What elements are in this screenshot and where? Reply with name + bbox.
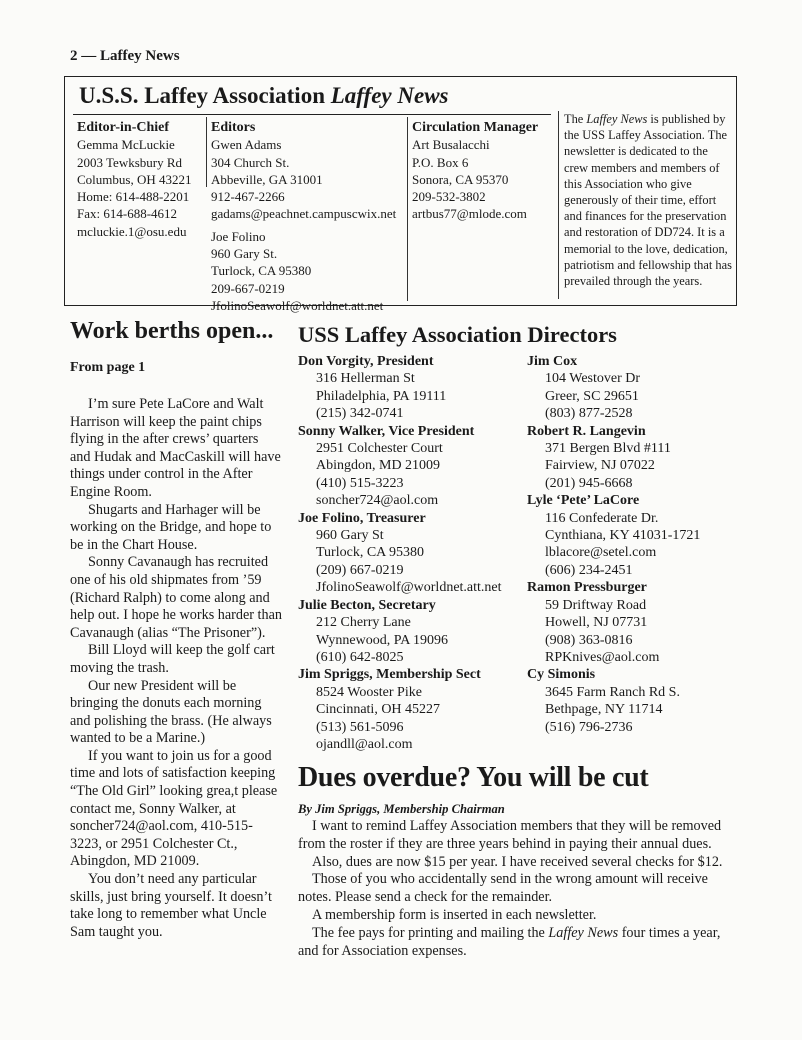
editor-line: 209-667-0219	[211, 280, 285, 296]
circulation-line: artbus77@mlode.com	[412, 206, 527, 222]
circulation-heading: Circulation Manager	[412, 120, 539, 135]
director-detail: (410) 515-3223	[316, 475, 404, 491]
director-detail: (803) 877-2528	[545, 406, 633, 422]
director-detail: 371 Bergen Blvd #111	[545, 441, 671, 457]
director-name: Joe Folino, Treasurer	[298, 510, 426, 526]
director-detail: Abingdon, MD 21009	[316, 458, 441, 474]
circulation-line: Sonora, CA 95370	[412, 171, 509, 187]
masthead-title-main: U.S.S. Laffey Association	[79, 83, 331, 108]
masthead-title-italic: Laffey News	[330, 83, 449, 108]
director-detail: 104 Westover Dr	[545, 371, 641, 387]
director-detail: (513) 561-5096	[316, 719, 404, 735]
director-entry	[298, 353, 518, 423]
director-name: Jim Cox	[527, 354, 578, 369]
text-run: The fee pays for printing and mailing the	[312, 924, 549, 941]
director-detail: 960 Gary St	[316, 528, 384, 544]
byline: By Jim Spriggs, Membership Chairman	[298, 802, 505, 816]
circulation-line: P.O. Box 6	[412, 154, 469, 170]
paragraph: I want to remind Laffey Association members that they will be removed from the roster if they are three years behind in paying their annual dues.	[298, 818, 722, 852]
dues-headline: Dues overdue? You will be cut	[298, 762, 649, 793]
directors-headline: USS Laffey Association Directors	[298, 322, 617, 347]
paragraph: You don’t need any particular skills, just bring yourself. It doesn’t take long to remember what Uncle Sam taught you.	[70, 871, 272, 940]
eic-line: Fax: 614-688-4612	[77, 206, 178, 222]
text-run-italic: Laffey News	[548, 924, 619, 941]
eic-line: Gemma McLuckie	[77, 137, 175, 153]
editor-line: Joe Folino	[211, 228, 266, 244]
director-name: Lyle ‘Pete’ LaCore	[527, 493, 640, 509]
text-run: four times a year, and for Association expenses.	[298, 924, 721, 959]
director-name: Jim Spriggs, Membership Sect	[298, 667, 481, 683]
director-entry	[527, 492, 727, 579]
director-entry	[527, 666, 727, 736]
director-detail: 8524 Wooster Pike	[316, 684, 422, 700]
circulation-line: 209-532-3802	[412, 189, 486, 205]
director-detail: soncher724@aol.com	[316, 493, 439, 509]
director-detail: lblacore@setel.com	[545, 545, 657, 561]
director-detail: 116 Confederate Dr.	[545, 510, 659, 526]
director-name: Sonny Walker, Vice President	[298, 423, 475, 439]
paragraph: I’m sure Pete LaCore and Walt Harrison will keep the paint chips flying in the after crews’ quarters and Hudak and MacCaskill will have things under control in the After Engine Room.	[70, 396, 281, 500]
editor-line: 912-467-2266	[211, 189, 285, 205]
editors-block	[211, 119, 406, 314]
director-detail: RPKnives@aol.com	[545, 649, 660, 665]
director-detail: Greer, SC 29651	[545, 388, 639, 404]
director-detail: Cincinnati, OH 45227	[316, 702, 441, 718]
director-detail: (215) 342-0741	[316, 406, 404, 422]
director-name: Robert R. Langevin	[527, 423, 646, 439]
eic-line: mcluckie.1@osu.edu	[77, 223, 187, 239]
director-detail: 316 Hellerman St	[316, 371, 415, 387]
director-detail: JfolinoSeawolf@worldnet.att.net	[316, 580, 502, 596]
directors-left-column	[298, 353, 518, 753]
director-detail: (908) 363-0816	[545, 632, 633, 648]
editor-line: Turlock, CA 95380	[211, 263, 312, 279]
director-entry	[298, 597, 518, 667]
about-text-start: The	[564, 112, 587, 126]
director-detail: (516) 796-2736	[545, 719, 633, 735]
paragraph: Those of you who accidentally send in the wrong amount will receive notes. Please send a check for the remainder.	[298, 871, 708, 906]
paragraph: Sonny Cavanaugh has recruited one of his old shipmates from ’59 (Richard Ralph) to come along and help out. I hope he works harder than Cavanaugh (alias “The Prisoner”).	[70, 554, 282, 641]
editor-line: 304 Church St.	[211, 154, 290, 170]
paragraph: If you want to join us for a good time and lots of satisfaction keeping “The Old Girl” looking grea,t please contact me, Sonny Walker, at soncher724@aol.com, 410-515-3223, or 2951 Colchester Ct., Abingdon, MD 21009.	[70, 747, 278, 870]
masthead-title	[79, 83, 448, 109]
director-entry	[298, 666, 518, 753]
director-name: Ramon Pressburger	[527, 580, 647, 596]
director-detail: (209) 667-0219	[316, 562, 404, 578]
director-detail: (606) 234-2451	[545, 562, 633, 578]
editor-in-chief-block	[77, 119, 205, 240]
editor-in-chief-heading: Editor-in-Chief	[77, 120, 170, 135]
circulation-line: Art Busalacchi	[412, 137, 490, 153]
director-name: Don Vorgity, President	[298, 354, 434, 369]
director-entry	[527, 579, 727, 666]
director-detail: Turlock, CA 95380	[316, 545, 425, 561]
about-newsletter	[564, 111, 732, 289]
eic-line: Home: 614-488-2201	[77, 189, 190, 205]
director-entry	[527, 353, 727, 423]
column-divider	[206, 117, 207, 187]
director-detail: Philadelphia, PA 19111	[316, 388, 447, 404]
director-detail: 2951 Colchester Court	[316, 441, 443, 457]
director-detail: 59 Driftway Road	[545, 597, 647, 613]
work-story-body	[70, 396, 282, 941]
director-detail: ojandll@aol.com	[316, 736, 413, 752]
editors-heading: Editors	[211, 120, 256, 135]
director-detail: (201) 945-6668	[545, 475, 633, 491]
paragraph: Bill Lloyd will keep the golf cart moving the trash.	[70, 642, 275, 676]
editor-line: Gwen Adams	[211, 137, 282, 153]
editor-line: 960 Gary St.	[211, 246, 278, 262]
about-text-italic: Laffey News	[586, 112, 648, 126]
work-headline: Work berths open...	[70, 318, 274, 344]
director-entry	[527, 423, 727, 493]
director-name: Julie Becton, Secretary	[298, 597, 436, 613]
running-head: 2 — Laffey News	[70, 48, 180, 64]
paragraph	[298, 925, 744, 961]
paragraph: A membership form is inserted in each newsletter.	[312, 906, 597, 923]
director-detail: Fairview, NJ 07022	[545, 458, 655, 474]
jump-line: From page 1	[70, 360, 146, 375]
masthead-box	[64, 76, 737, 313]
director-detail: Bethpage, NY 11714	[545, 702, 663, 718]
director-name: Cy Simonis	[527, 667, 596, 683]
eic-line: 2003 Tewksbury Rd	[77, 154, 183, 170]
director-detail: (610) 642-8025	[316, 649, 404, 665]
director-detail: Howell, NJ 07731	[545, 615, 648, 631]
circulation-block	[412, 119, 557, 223]
director-detail: Cynthiana, KY 41031-1721	[545, 528, 701, 544]
paragraph: Our new President will be bringing the donuts each morning and polishing the brass. (He always wanted to be a Marine.)	[70, 677, 272, 747]
paragraph: Also, dues are now $15 per year. I have received several checks for $12.	[312, 853, 723, 870]
column-divider	[558, 111, 559, 299]
director-detail: Wynnewood, PA 19096	[316, 632, 449, 648]
dues-story-body	[298, 818, 744, 960]
director-entry	[298, 510, 518, 597]
editor-line: gadams@peachnet.campuscwix.net	[211, 206, 397, 222]
director-detail: 3645 Farm Ranch Rd S.	[545, 684, 680, 700]
eic-line: Columbus, OH 43221	[77, 171, 192, 187]
director-detail: 212 Cherry Lane	[316, 615, 411, 631]
masthead-rule	[73, 114, 551, 115]
editor-line: JfolinoSeawolf@worldnet.att.net	[211, 297, 384, 313]
directors-right-column	[527, 353, 727, 736]
about-text-end: is published by the USS Laffey Association. The newsletter is dedicated to the crew members and members of this Association who give generously of their time, effort and finances for the preservation and restoration of DD724. It is a memorial to the love, dedication, patriotism and fellowship that has prevailed through the years.	[564, 112, 732, 289]
editor-line: Abbeville, GA 31001	[211, 171, 323, 187]
director-entry	[298, 423, 518, 510]
paragraph: Shugarts and Harhager will be working on the Bridge, and hope to be in the Chart House.	[70, 501, 272, 553]
column-divider	[407, 117, 408, 301]
